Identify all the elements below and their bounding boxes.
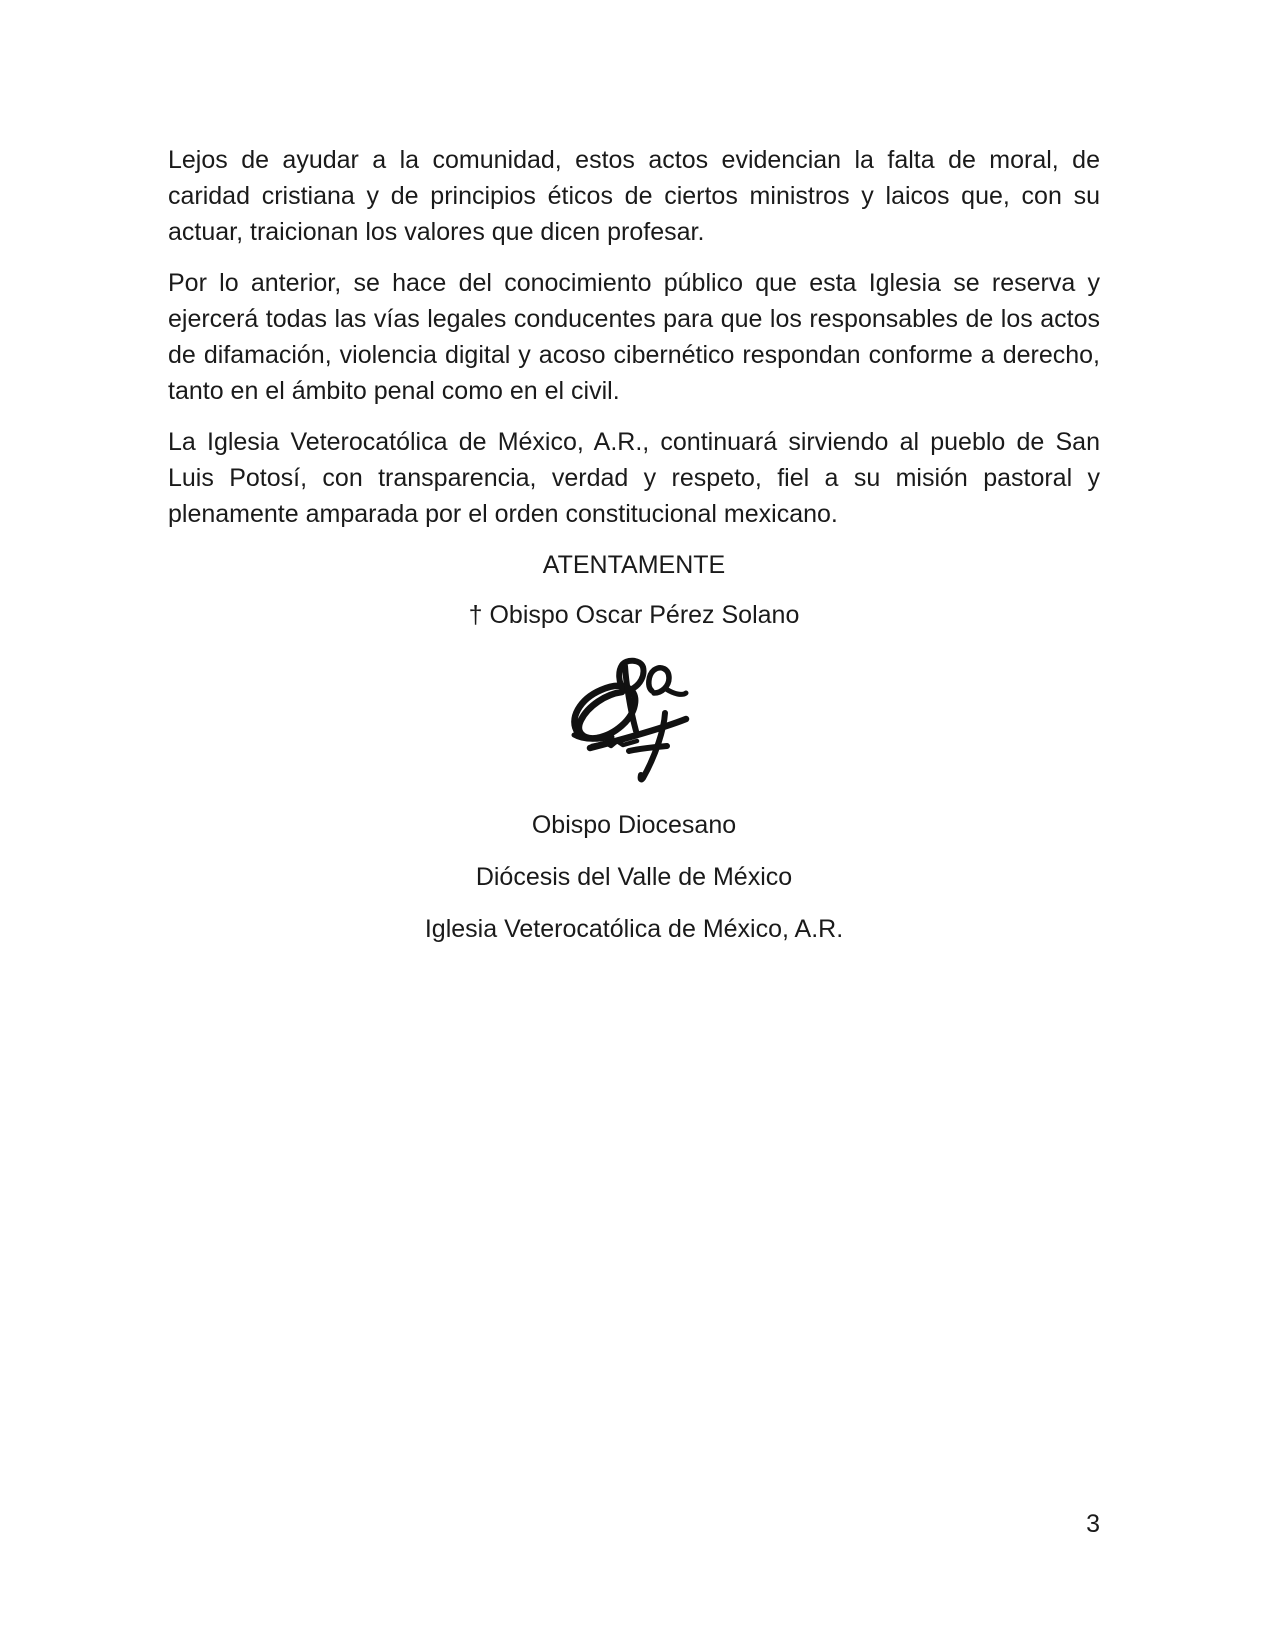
signature-block bbox=[554, 647, 714, 807]
paragraph-1: Lejos de ayudar a la comunidad, estos actos evidencian la falta de moral, de caridad cristiana y de principios éticos de ciertos ministros y laicos que, con su actuar, traicionan los valores que dicen profesar. bbox=[168, 146, 1100, 246]
signature-image bbox=[554, 647, 714, 807]
paragraph-2: Por lo anterior, se hace del conocimiento público que esta Iglesia se reserva y ejercerá todas las vías legales conducentes para que los responsables de los actos de difamación, violencia digital y acoso cibernético respondan conforme a derecho, tanto en el ámbito penal como en el civil. bbox=[168, 269, 1100, 405]
closing-line: ATENTAMENTE bbox=[542, 551, 726, 579]
signatory-title: Obispo Diocesano bbox=[531, 811, 737, 839]
signatory-name-line: † Obispo Oscar Pérez Solano bbox=[468, 601, 800, 629]
signatory-diocese: Diócesis del Valle de México bbox=[475, 863, 793, 891]
paragraph-3: La Iglesia Veterocatólica de México, A.R., continuará sirviendo al pueblo de San Luis Potosí, con transparencia, verdad y respeto, fiel a su misión pastoral y plenamente amparada por el orden constitucional mexicano. bbox=[168, 428, 1100, 528]
signatory-church: Iglesia Veterocatólica de México, A.R. bbox=[424, 915, 844, 943]
page-number: 3 bbox=[1086, 1510, 1100, 1538]
